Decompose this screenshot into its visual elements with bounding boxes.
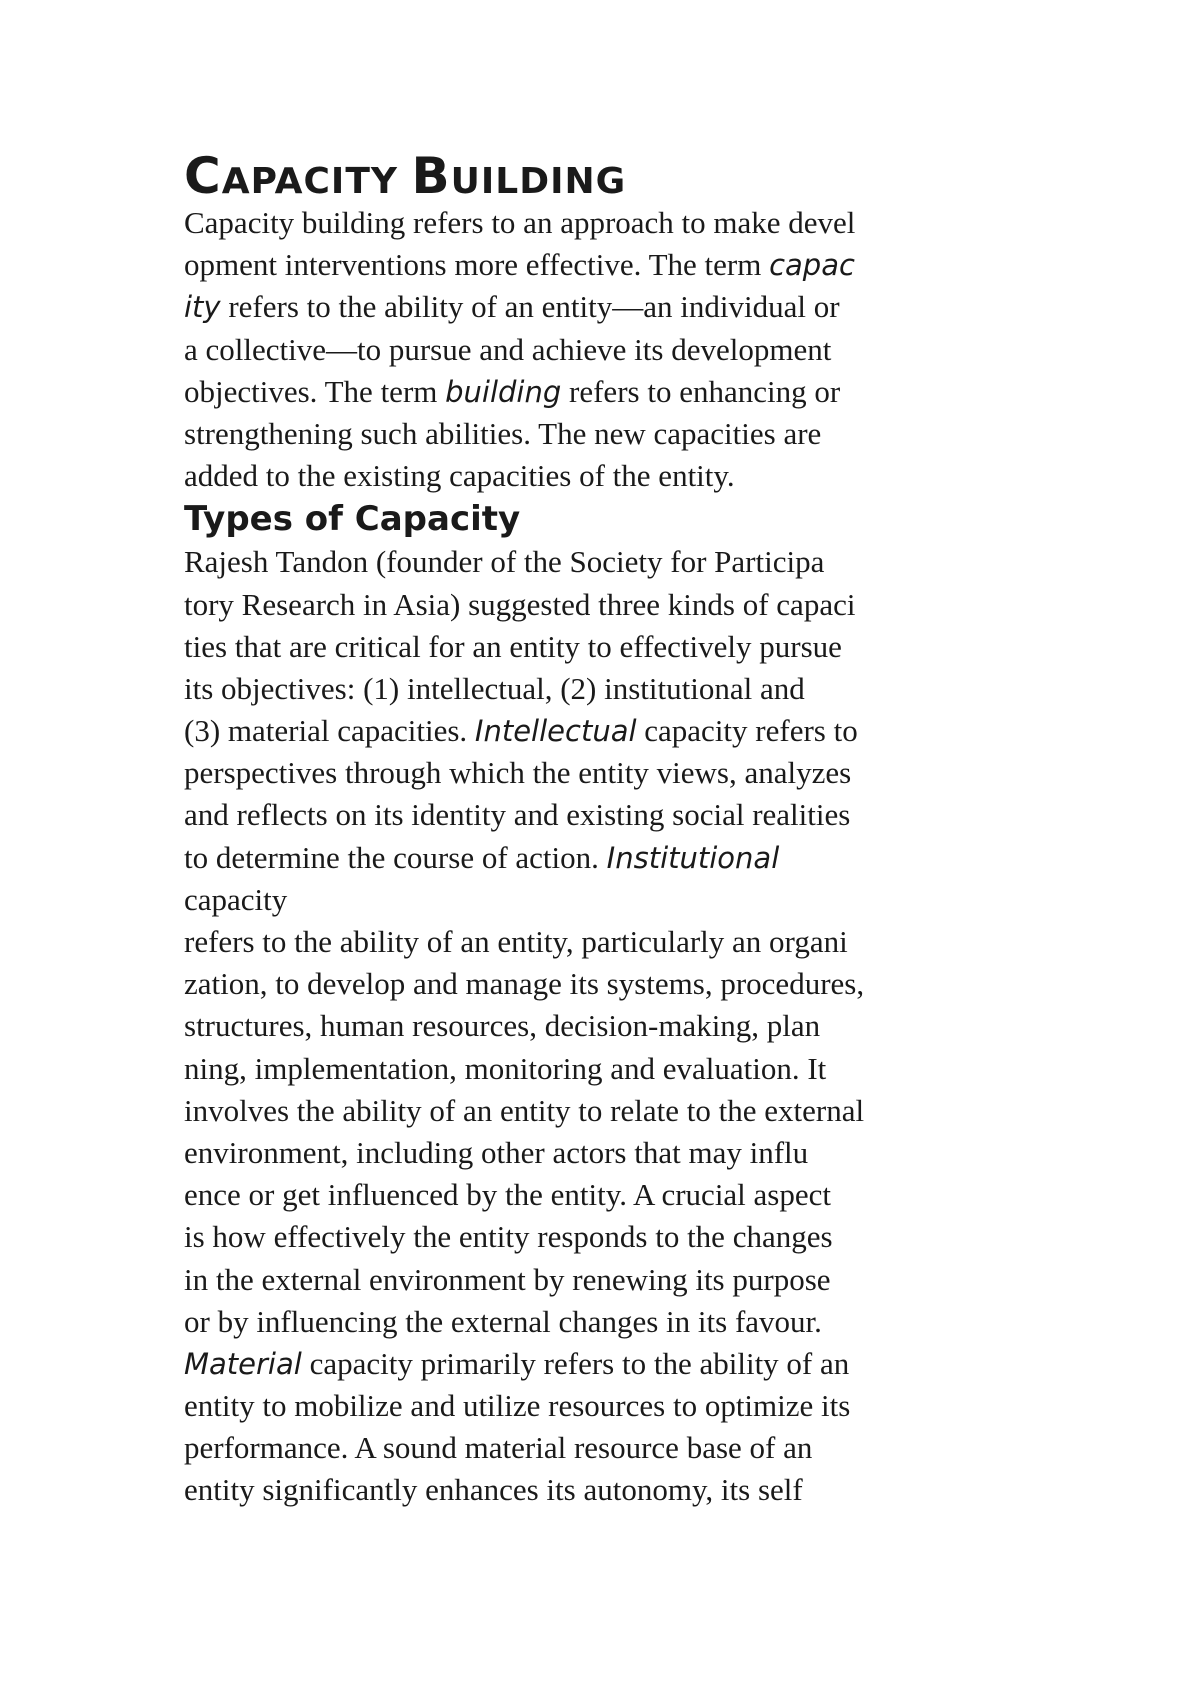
text-span: to determine the course of action. [184,839,607,875]
text-span: structures, human resources, decision-making, plan [184,1008,821,1044]
text-span: Capacity building refers to an approach to make devel [184,205,856,240]
text-line [184,963,1024,1005]
intro-paragraph [184,202,1024,497]
text-span: strengthening such abilities. The new capacities are [184,415,822,451]
text-span: capacity [184,881,288,917]
text-span: capacity refers to [636,713,858,749]
text-line [184,1132,1024,1174]
text-line [184,1005,1024,1047]
text-line [184,1090,1024,1132]
text-line [184,1427,1024,1469]
text-span: perspectives through which the entity views, analyzes [184,755,852,791]
types-paragraph [184,541,1024,1511]
text-line [184,413,1024,455]
text-span: opment interventions more effective. The term [184,247,770,283]
text-span: or by influencing the external changes in its favour. [184,1303,822,1339]
emphasis-text: ity [184,290,221,325]
text-span: ties that are critical for an entity to effectively pursue [184,628,842,664]
title-initial-b: B [411,147,451,205]
text-line [184,1174,1024,1216]
text-line [184,371,1024,413]
text-line [184,286,1024,328]
text-span: performance. A sound material resource base of an [184,1430,813,1466]
text-line [184,541,1024,583]
text-line [184,752,1024,794]
text-line [184,1259,1024,1301]
text-line [184,455,1024,497]
text-span: objectives. The term [184,373,446,409]
text-line [184,626,1024,668]
text-span: refers to the ability of an entity, particularly an organi [184,924,848,959]
text-span: and reflects on its identity and existing social realities [184,797,851,833]
text-span: added to the existing capacities of the entity. [184,458,735,494]
text-span: refers to enhancing or [561,373,841,409]
text-span: refers to the ability of an entity—an individual or [220,289,840,325]
text-span: entity to mobilize and utilize resources to optimize its [184,1388,851,1424]
title-rest-capacity: APACITY [221,161,398,202]
text-span: involves the ability of an entity to relate to the external [184,1092,865,1128]
text-line [184,1385,1024,1427]
text-line [184,794,1024,836]
text-span: entity significantly enhances its autonomy, its self [184,1472,803,1508]
text-span: environment, including other actors that may influ [184,1134,809,1170]
text-line [184,584,1024,626]
text-line [184,244,1024,286]
text-span: (3) material capacities. [184,713,475,749]
text-line [184,202,1024,244]
section-heading-types: Types of Capacity [184,499,521,540]
text-line [184,1343,1024,1385]
text-line [184,837,1024,879]
emphasis-text: capac [769,248,855,283]
text-line [184,668,1024,710]
text-span: its objectives: (1) intellectual, (2) institutional and [184,670,805,706]
text-line [184,879,1024,921]
text-span: ence or get influenced by the entity. A crucial aspect [184,1177,832,1213]
text-line [184,1216,1024,1258]
emphasis-text: Institutional [606,840,780,875]
text-span: in the external environment by renewing its purpose [184,1261,831,1297]
document-page [184,147,1024,1512]
text-line [184,710,1024,752]
text-line [184,1301,1024,1343]
text-line [184,329,1024,371]
text-span: zation, to develop and manage its systems, procedures, [184,966,865,1002]
title-initial-c: C [184,147,222,205]
text-line [184,1469,1024,1511]
emphasis-text: building [445,374,562,409]
text-span: ning, implementation, monitoring and evaluation. It [184,1050,827,1086]
text-line [184,1048,1024,1090]
text-span: tory Research in Asia) suggested three kinds of capaci [184,586,856,622]
page-title [184,147,1024,205]
text-span: is how effectively the entity responds to the changes [184,1219,833,1255]
text-span: a collective—to pursue and achieve its development [184,331,832,367]
text-span: Rajesh Tandon (founder of the Society for Participa [184,544,825,580]
title-rest-building: UILDING [450,161,627,202]
text-line [184,921,1024,963]
emphasis-text: Material [184,1346,302,1381]
emphasis-text: Intellectual [474,714,637,749]
text-span: capacity primarily refers to the ability of an [301,1345,850,1381]
